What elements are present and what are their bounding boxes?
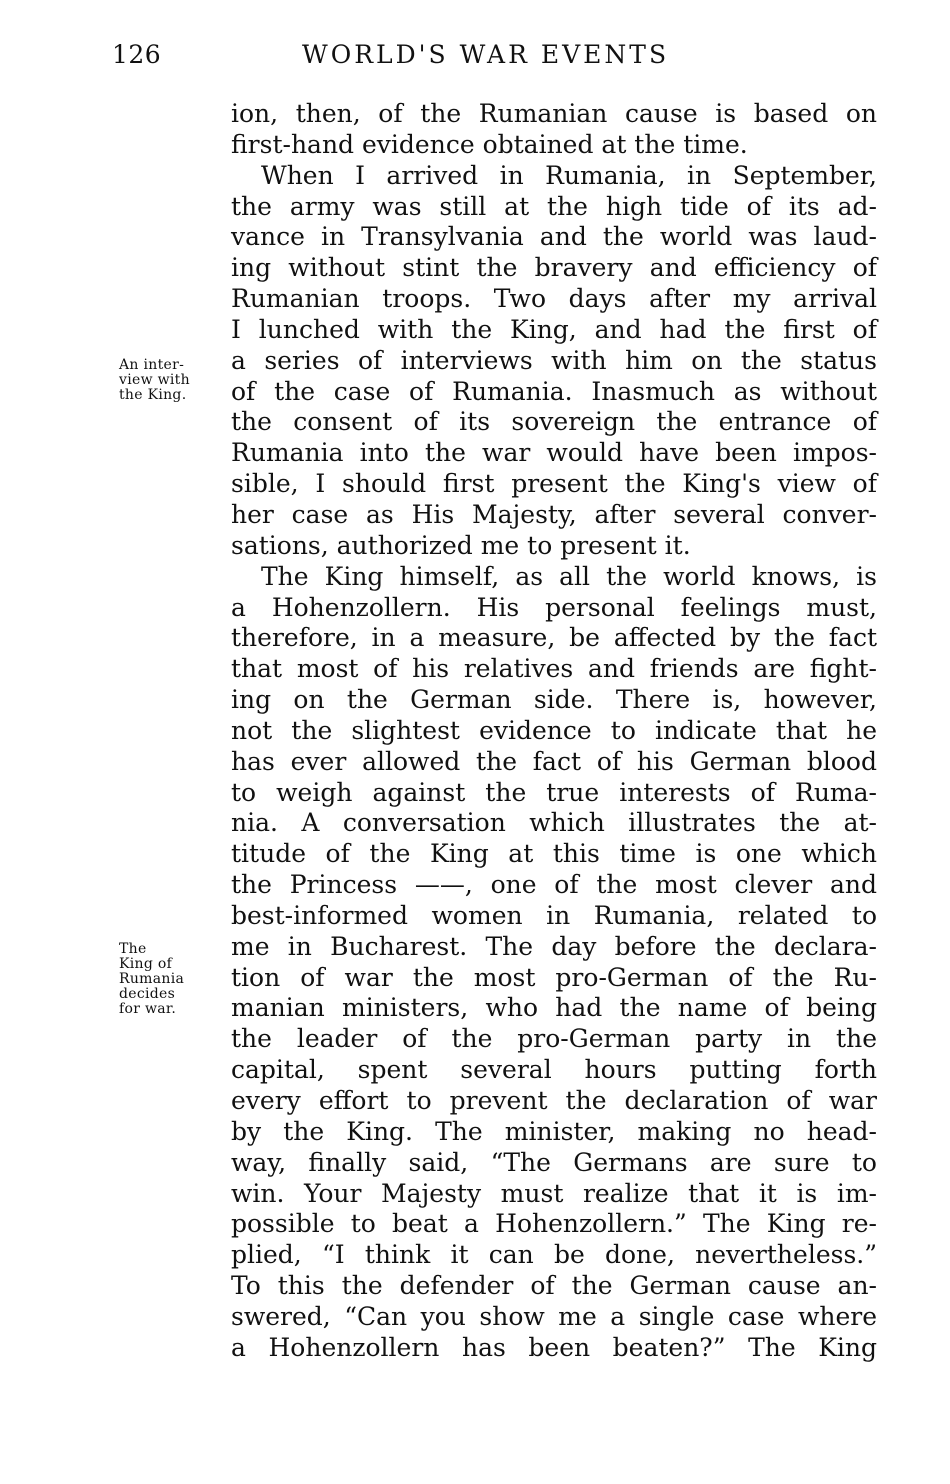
- text-line: possible to beat a Hohenzollern.” The King re-: [231, 1209, 877, 1239]
- running-title: WORLD'S WAR EVENTS: [302, 40, 670, 69]
- text-line: Rumanian troops. Two days after my arrival: [231, 284, 877, 314]
- margin-note-line: for war.: [119, 1001, 177, 1017]
- text-line: sible, I should first present the King's view of: [231, 469, 877, 499]
- text-line: I lunched with the King, and had the first of: [231, 314, 877, 344]
- text-line: me in Bucharest. The day before the declara-: [231, 931, 877, 961]
- margin-note-line: decides: [119, 986, 176, 1002]
- text-line: a Hohenzollern. His personal feelings must,: [231, 592, 877, 622]
- text-line: the Princess ——, one of the most clever and: [231, 870, 877, 900]
- text-line: titude of the King at this time is one which: [231, 839, 877, 869]
- text-line: the leader of the pro-German party in the: [231, 1024, 877, 1054]
- margin-note-interview: [119, 358, 219, 403]
- text-line: every effort to prevent the declaration of war: [231, 1086, 877, 1115]
- text-line: to weigh against the true interests of Ruma-: [231, 777, 877, 807]
- text-line: win. Your Majesty must realize that it is im-: [231, 1178, 877, 1208]
- text-line: of the case of Rumania. Inasmuch as without: [231, 376, 877, 406]
- text-line: tion of war the most pro-German of the Ru-: [231, 962, 877, 992]
- text-line: a series of interviews with him on the status: [231, 345, 877, 375]
- text-line: ion, then, of the Rumanian cause is based on: [231, 99, 877, 128]
- text-line: To this the defender of the German cause an-: [231, 1271, 877, 1301]
- margin-note-king-decides: [119, 942, 219, 1017]
- text-line: first-hand evidence obtained at the time.: [231, 129, 748, 159]
- margin-note-line: The: [119, 941, 147, 957]
- page-number: 126: [112, 40, 162, 69]
- text-line: plied, “I think it can be done, nevertheless.”: [231, 1240, 877, 1270]
- text-line: by the King. The minister, making no head-: [231, 1116, 877, 1146]
- text-line: sations, authorized me to present it.: [231, 530, 691, 560]
- text-line: When I arrived in Rumania, in September,: [261, 160, 877, 190]
- text-line: therefore, in a measure, be affected by the fact: [231, 623, 877, 653]
- page-header: [112, 40, 892, 80]
- text-line: swered, “Can you show me a single case where: [231, 1301, 877, 1331]
- text-line: not the slightest evidence to indicate that he: [231, 715, 877, 745]
- text-line: way, finally said, “The Germans are sure to: [231, 1147, 877, 1177]
- text-line: that most of his relatives and friends are fight-: [231, 654, 877, 684]
- text-line: the army was still at the high tide of its ad-: [231, 191, 877, 221]
- text-line: nia. A conversation which illustrates the at-: [231, 808, 877, 838]
- text-line: Rumania into the war would have been impos-: [231, 438, 877, 468]
- text-line: capital, spent several hours putting forth: [231, 1055, 877, 1085]
- text-line: a Hohenzollern has been beaten?” The King: [231, 1332, 877, 1362]
- text-line: ing on the German side. There is, however,: [231, 685, 877, 715]
- text-line: ing without stint the bravery and efficiency of: [231, 253, 877, 283]
- margin-note-line: view with: [119, 372, 190, 388]
- margin-note-line: the King.: [119, 387, 187, 403]
- text-line: has ever allowed the fact of his German blood: [231, 746, 877, 776]
- margin-note-line: Rumania: [119, 971, 185, 987]
- text-line: best-informed women in Rumania, related to: [231, 900, 877, 930]
- text-line: the consent of its sovereign the entrance of: [231, 407, 877, 437]
- margin-note-line: An inter-: [119, 357, 185, 373]
- text-line: vance in Transylvania and the world was laud-: [231, 222, 877, 252]
- text-line: her case as His Majesty, after several conver-: [231, 499, 877, 529]
- text-line: manian ministers, who had the name of being: [231, 993, 877, 1023]
- text-line: The King himself, as all the world knows, is: [261, 561, 877, 591]
- body-text: [231, 99, 877, 1364]
- margin-note-line: King of: [119, 956, 173, 972]
